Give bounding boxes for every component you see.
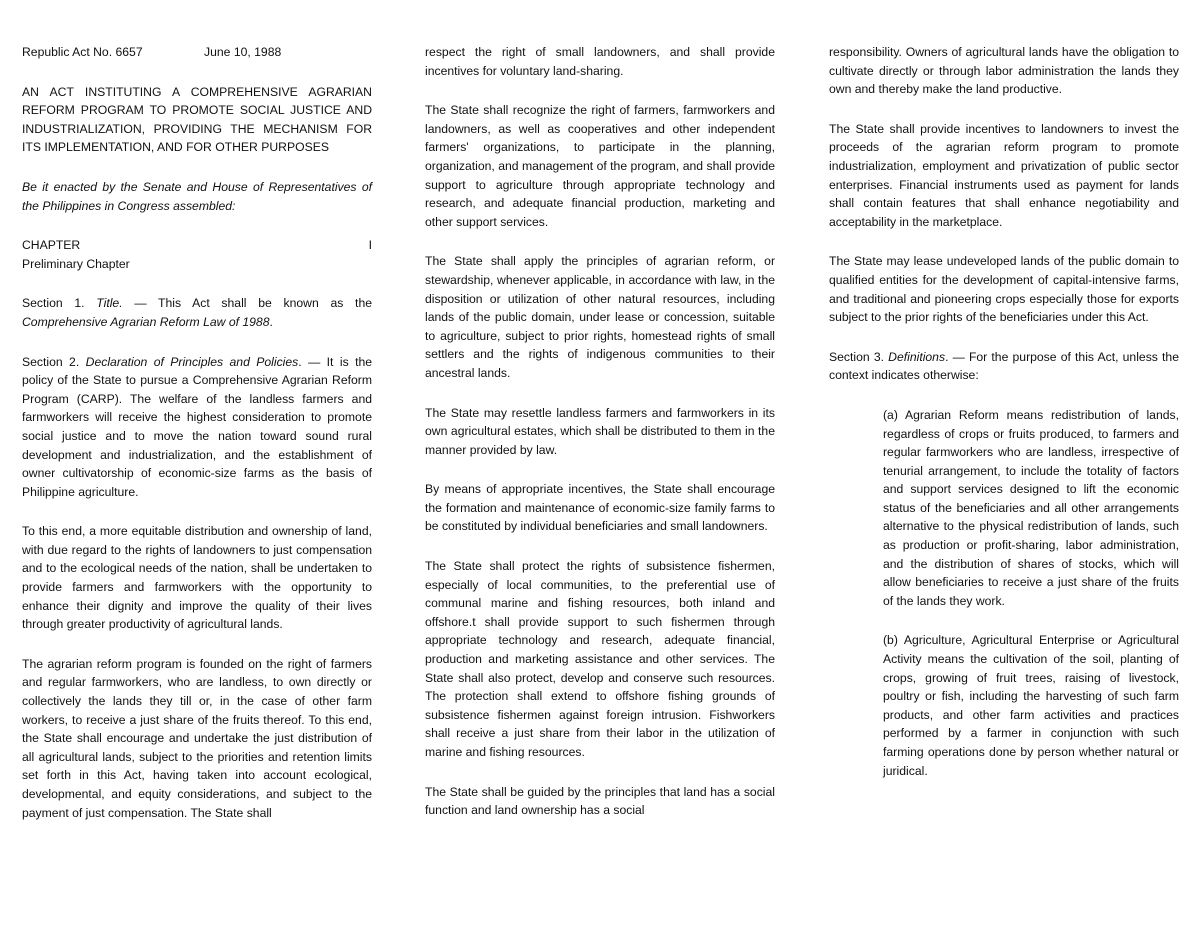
- section-1-text: — This Act shall be known as the: [122, 296, 372, 311]
- paragraph-to-this-end: To this end, a more equitable distribution and ownership of land, with due regard to the rights of landowners to just compensation and to the ecological needs of the nation, shall be undertaken to provide farmers and farmworkers with the opportunity to enhance their dignity and improve the quality of their lives through greater productivity of agricultural lands.: [22, 524, 372, 632]
- column-1: [22, 43, 372, 822]
- section-1-end: .: [269, 314, 273, 329]
- paragraph-resettle: The State may resettle landless farmers and farmworkers in its own agricultural estates, which shall be distributed to them in the manner provided by law.: [425, 405, 775, 457]
- paragraph-founded: The agrarian reform program is founded on the right of farmers and regular farmworkers, who are landless, to own directly or collectively the lands they till or, in the case of other farm workers, to receive a just share of the fruits thereof. To this end, the State shall encourage and undertake the just distribution of all agricultural lands, subject to the priorities and retention limits set forth in this Act, having taken into account ecological, developmental, and equity considerations, and subject to the payment of just compensation. The State shall: [22, 656, 372, 820]
- document-header: [22, 43, 372, 62]
- section-2-prefix: Section 2.: [22, 354, 80, 369]
- definition-b: (b) Agriculture, Agricultural Enterprise or Agricultural Activity means the cultivation of the soil, planting of crops, growing of fruit trees, raising of livestock, poultry or fish, including the harvesting of such farm products, and other farm activities and practices performed by a farmer in conjunction with such farming operations done by person whether natural or juridical.: [883, 633, 1179, 778]
- paragraph-incentives: By means of appropriate incentives, the State shall encourage the formation and maintenance of economic-size family farms to be constituted by individual beneficiaries and small landowners.: [425, 482, 775, 534]
- section-2-heading: Declaration of Principles and Policies: [85, 354, 299, 369]
- paragraph-recognize: The State shall recognize the right of farmers, farmworkers and landowners, as well as cooperatives and other independent farmers' organizations, to participate in the planning, organization, and management of the program, and shall provide support to agriculture through appropriate technology and research, and adequate financial production, marketing and other support services.: [425, 103, 775, 229]
- paragraph-fishermen: The State shall protect the rights of subsistence fishermen, especially of local communities, to the preferential use of communal marine and fishing resources, both inland and offshore.t shall provide support to such fishermen through appropriate technology and research, adequate financial, production and marketing assistance and other services. The State shall also protect, develop and conserve such resources. The protection shall extend to offshore fishing grounds of subsistence fishermen against foreign intrusion. Fishworkers shall receive a just share from their labor in the utilization of marine and fishing resources.: [425, 559, 775, 759]
- section-2: [22, 353, 372, 502]
- paragraph-apply: The State shall apply the principles of agrarian reform, or stewardship, whenever applicable, in accordance with law, in the disposition or utilization of other natural resources, including lands of the public domain, under lease or concession, suitable to agriculture, subject to prior rights, homestead rights of small settlers and the rights of indigenous communities to their ancestral lands.: [425, 254, 775, 380]
- paragraph-guided: The State shall be guided by the principles that land has a social function and land ownership has a social: [425, 784, 775, 818]
- definition-a: (a) Agrarian Reform means redistribution of lands, regardless of crops or fruits produced, to farmers and regular farmworkers who are landless, irrespective of tenurial arrangement, to include the totality of factors and support services designed to lift the economic status of the beneficiaries and all other arrangements alternative to the physical redistribution of lands, such as production or profit-sharing, labor administration, and the distribution of shares of stocks, which will allow beneficiaries to receive a just share of the fruits of the lands they work.: [883, 407, 1179, 608]
- section-3-prefix: Section 3.: [829, 349, 884, 364]
- paragraph-proceeds: The State shall provide incentives to landowners to invest the proceeds of the agrarian reform program to promote industrialization, employment and privatization of public sector enterprises. Financial instruments used as payment for lands shall contain features that shall enhance negotiability and acceptability in the marketplace.: [829, 121, 1179, 229]
- enacting-clause: Be it enacted by the Senate and House of Representatives of the Philippines in Congress assembled:: [22, 179, 372, 213]
- section-1: [22, 294, 372, 331]
- section-2-text: . — It is the policy of the State to pursue a Comprehensive Agrarian Reform Program (CARP). The welfare of the landless farmers and farmworkers will receive the highest consideration to promote social justice and to move the nation toward sound rural development and industrialization, and the establishment of owner cultivatorship of economic-size farms as the basis of Philippine agriculture.: [22, 354, 373, 499]
- section-1-law-name: Comprehensive Agrarian Reform Law of 1988: [22, 314, 270, 329]
- paragraph-respect: respect the right of small landowners, and shall provide incentives for voluntary land-sharing.: [425, 45, 775, 78]
- column-2: [425, 43, 775, 820]
- section-1-heading: Title.: [96, 296, 123, 311]
- section-1-prefix: Section 1.: [22, 296, 85, 311]
- section-3: [829, 348, 1179, 385]
- act-number: Republic Act No. 6657: [22, 45, 143, 59]
- act-date: June 10, 1988: [204, 45, 282, 59]
- chapter-label: CHAPTER: [22, 238, 81, 253]
- chapter-number: I: [368, 238, 372, 253]
- act-title: AN ACT INSTITUTING A COMPREHENSIVE AGRARIAN REFORM PROGRAM TO PROMOTE SOCIAL JUSTICE AND INDUSTRIALIZATION, PROVIDING THE MECHANISM FOR ITS IMPLEMENTATION, AND FOR OTHER PURPOSES: [22, 84, 372, 155]
- section-3-heading: Definitions: [888, 349, 946, 364]
- column-3: [829, 43, 1179, 780]
- chapter-name: Preliminary Chapter: [22, 256, 130, 271]
- section-3-text: . — For the purpose of this Act, unless the context indicates otherwise:: [829, 349, 1179, 383]
- paragraph-lease: The State may lease undeveloped lands of the public domain to qualified entities for the development of capital-intensive farms, and traditional and pioneering crops especially those for exports subject to the prior rights of the beneficiaries under this Act.: [829, 254, 1179, 325]
- chapter-heading: [22, 236, 372, 273]
- paragraph-responsibility: responsibility. Owners of agricultural lands have the obligation to cultivate directly or through labor administration the lands they own and thereby make the land productive.: [829, 45, 1179, 97]
